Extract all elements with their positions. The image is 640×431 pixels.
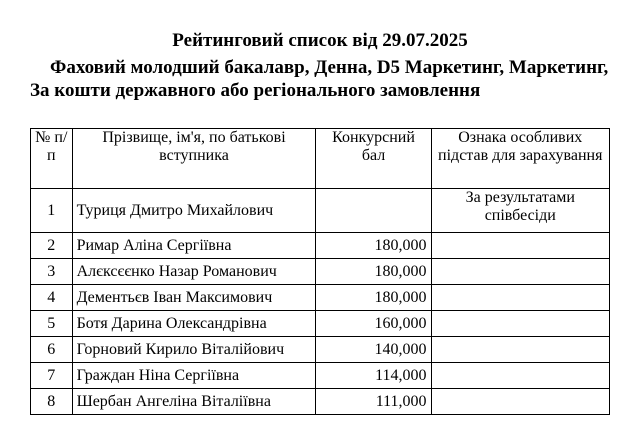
competitive-score: 180,000 (316, 285, 431, 311)
special-basis (431, 389, 609, 415)
row-number: 7 (31, 363, 73, 389)
table-header-row (31, 129, 610, 189)
row-number: 8 (31, 389, 73, 415)
competitive-score: 114,000 (316, 363, 431, 389)
row-number: 2 (31, 233, 73, 259)
competitive-score: 140,000 (316, 337, 431, 363)
row-number: 4 (31, 285, 73, 311)
special-basis (431, 363, 609, 389)
special-basis (431, 259, 609, 285)
special-basis (431, 337, 609, 363)
applicant-name: Ботя Дарина Олександрівна (72, 311, 316, 337)
applicant-name: Туриця Дмитро Михайлович (72, 189, 316, 233)
applicant-name: Горновий Кирило Віталійович (72, 337, 316, 363)
header-special-basis: Ознака особливих підстав для зарахування (431, 129, 609, 189)
competitive-score: 160,000 (316, 311, 431, 337)
applicant-name: Дементьєв Іван Максимович (72, 285, 316, 311)
applicant-name: Римар Аліна Сергіївна (72, 233, 316, 259)
applicant-name: Граждан Ніна Сергіївна (72, 363, 316, 389)
header-competitive-score: Конкурсний бал (316, 129, 431, 189)
table-row (31, 311, 610, 337)
special-basis: За результатами співбесіди (431, 189, 609, 233)
table-row (31, 389, 610, 415)
table-row (31, 259, 610, 285)
page-title: Рейтинговий список від 29.07.2025 (172, 30, 468, 51)
competitive-score: 180,000 (316, 233, 431, 259)
row-number: 1 (31, 189, 73, 233)
competitive-score (316, 189, 431, 233)
special-basis (431, 233, 609, 259)
row-number: 6 (31, 337, 73, 363)
applicant-name: Шербан Ангеліна Віталіївна (72, 389, 316, 415)
header-number: № п/п (31, 129, 73, 189)
special-basis (431, 285, 609, 311)
table-row (31, 337, 610, 363)
table-row (31, 233, 610, 259)
row-number: 5 (31, 311, 73, 337)
header-full-name: Прізвище, ім'я, по батькові вступника (72, 129, 316, 189)
competitive-score: 180,000 (316, 259, 431, 285)
table-row (31, 189, 610, 233)
special-basis (431, 311, 609, 337)
row-number: 3 (31, 259, 73, 285)
table-row (31, 285, 610, 311)
table-row (31, 363, 610, 389)
ranking-table (30, 128, 610, 415)
competitive-score: 111,000 (316, 389, 431, 415)
applicant-name: Алєксєєнко Назар Романович (72, 259, 316, 285)
program-subtitle: Фаховий молодший бакалавр, Денна, D5 Маркетинг, Маркетинг, За кошти державного або регіонального замовлення (30, 57, 609, 101)
